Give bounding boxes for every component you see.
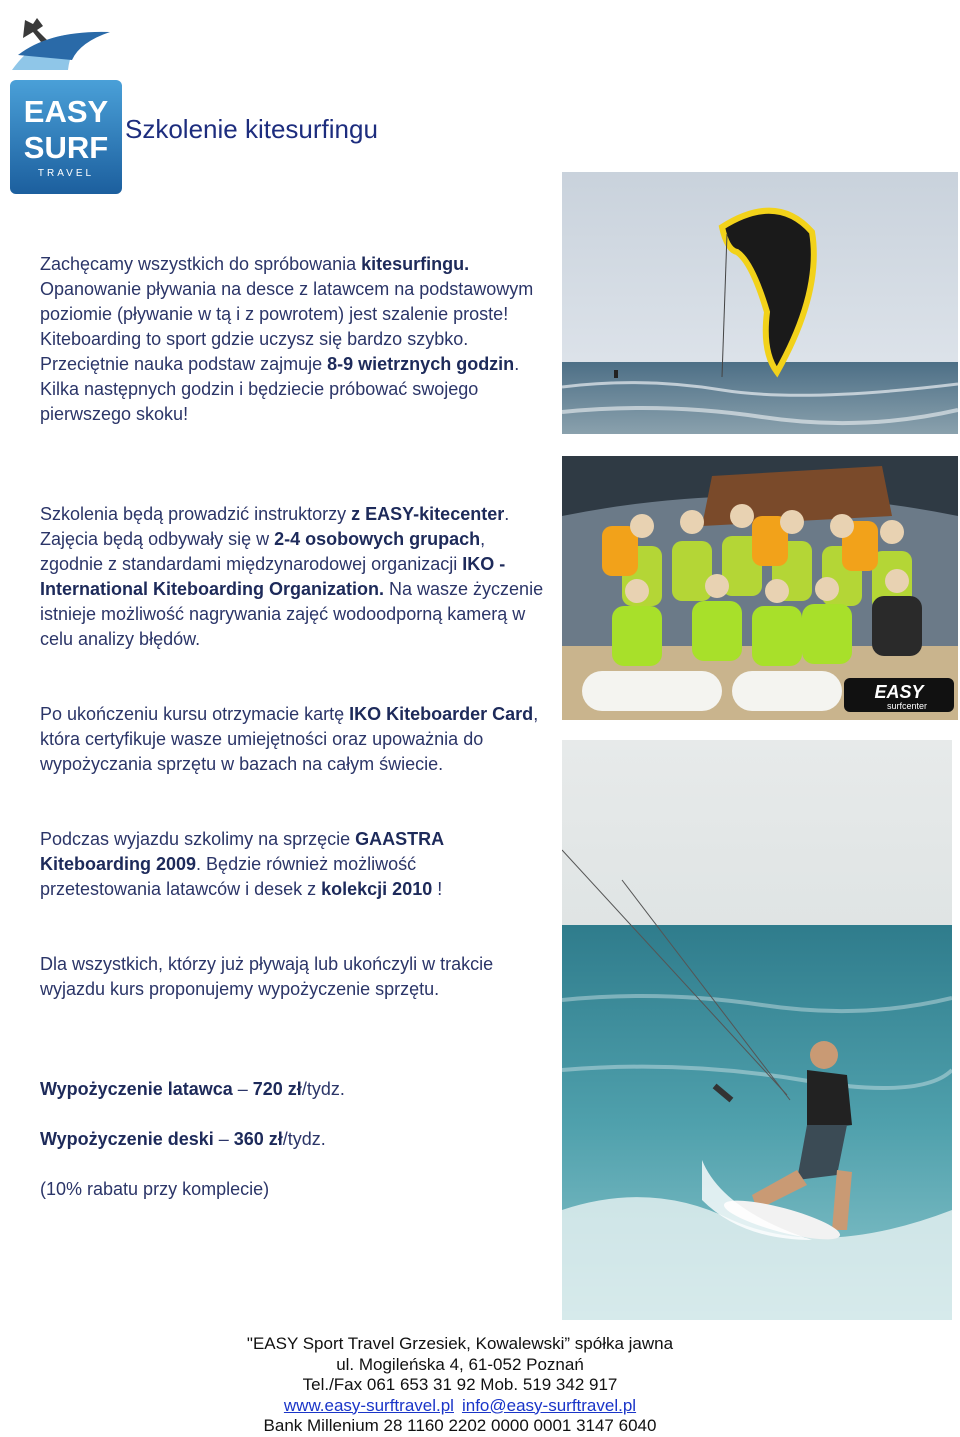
company-footer [160,1334,760,1437]
company-phone: Tel./Fax 061 653 31 92 Mob. 519 342 917 [302,1375,618,1394]
equipment-paragraph: Podczas wyjazdu szkolimy na sprzęcie GAASTRA Kiteboarding 2009. Będzie również możliwość przetestowania latawców i desek z kolekcji 2010 ! [40,829,444,899]
website-link[interactable]: www.easy-surftravel.pl [283,1395,454,1415]
company-name: "EASY Sport Travel Grzesiek, Kowalewski” spółka jawna [246,1334,674,1353]
discount-note: (10% rabatu przy komplecie) [40,1179,270,1199]
svg-text:surfcenter: surfcenter [886,701,928,711]
svg-text:EASY: EASY [23,94,109,129]
email-link[interactable]: info@easy-surftravel.pl [461,1395,637,1415]
kite-sea-photo [562,172,958,434]
svg-text:SURF: SURF [23,130,109,165]
svg-text:EASY: EASY [874,682,924,702]
bank-account: Bank Millenium 28 1160 2202 0000 0001 3147 6040 [263,1416,657,1435]
company-address: ul. Mogileńska 4, 61-052 Poznań [336,1354,584,1374]
kitesurfer-photo [562,740,952,1320]
page-title: Szkolenie kitesurfingu [125,114,378,144]
intro-paragraph: Zachęcamy wszystkich do spróbowania kitesurfingu. Opanowanie pływania na desce z latawcem na podstawowym poziomie (pływanie w tą i z powrotem) jest szalenie proste! Kiteboarding to sport gdzie uczysz się bardzo szybko. Przeciętnie nauka podstaw zajmuje 8-9 wietrznych godzin. Kilka następnych godzin i będziecie próbować swojego pierwszego skoku! [40,254,534,424]
certificate-paragraph: Po ukończeniu kursu otrzymacie kartę IKO Kiteboarder Card, która certyfikuje wasze umiejętności oraz upoważnia do wypożyczania sprzętu w bazach na całym świecie. [40,704,539,774]
instructors-paragraph: Szkolenia będą prowadzić instruktorzy z EASY-kitecenter. Zajęcia będą odbywały się w 2-4 osobowych grupach, zgodnie z standardami międzynarodowej organizacji IKO - International Kiteboarding Organization. Na wasze życzenie istnieje możliwość nagrywania zajęć wodoodporną kamerą w celu analizy błędów. [40,504,544,649]
svg-text:TRAVEL: TRAVEL [37,168,95,179]
board-rental-price: Wypożyczenie deski – 360 zł/tydz. [40,1129,326,1149]
surfer-icon [23,18,47,42]
instructors-group-photo [562,456,958,720]
kite-rental-price: Wypożyczenie latawca – 720 zł/tydz. [40,1079,345,1099]
easy-surf-travel-logo [10,10,122,194]
rental-paragraph: Dla wszystkich, którzy już pływają lub ukończyli w trakcie wyjazdu kurs proponujemy wypożyczenie sprzętu. [40,954,494,999]
